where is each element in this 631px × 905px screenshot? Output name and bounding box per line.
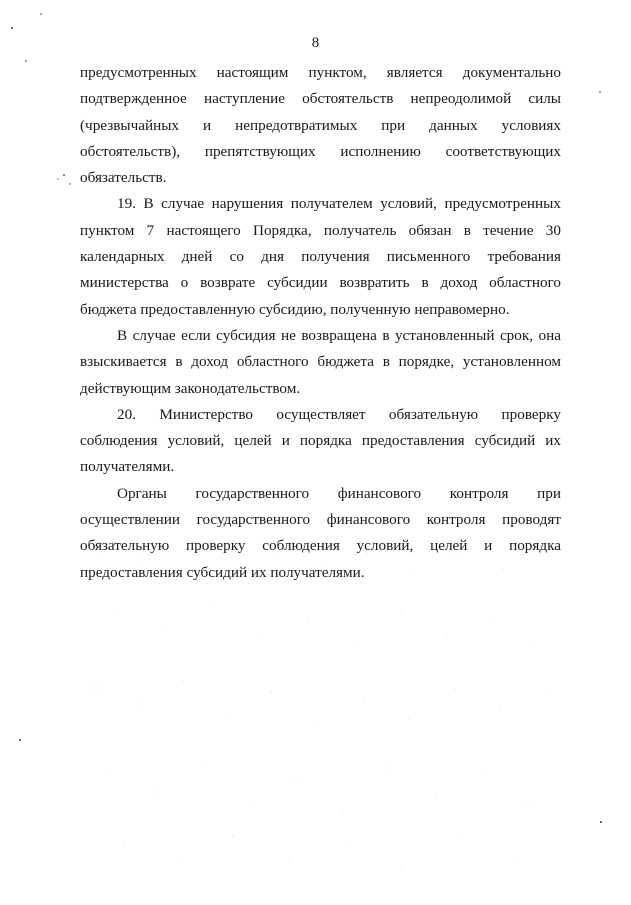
paragraph-financial-control: Органы государственного финансового контроля при осуществлении государственного финансового контроля проводят обязательную проверку соблюдения условий, целей и порядка предоставления субсидий их получателями. — [80, 484, 561, 581]
paragraph-item-20: 20. Министерство осуществляет обязательную проверку соблюдения условий, целей и порядка предоставления субсидий их получателями. — [80, 405, 561, 476]
document-body — [80, 60, 561, 586]
paragraph-refund-enforcement: В случае если субсидия не возвращена в установленный срок, она взыскивается в доход областного бюджета в порядке, установленном действующим законодательством. — [80, 326, 561, 397]
page-number: 8 — [311, 35, 320, 51]
paragraph-item-19: 19. В случае нарушения получателем условий, предусмотренных пунктом 7 настоящего Порядка, получатель обязан в течение 30 календарных дней со дня получения письменного требования министерства о возврате субсидии возвратить в доход областного бюджета предоставленную субсидию, полученную неправомерно. — [80, 195, 561, 318]
paragraph-continuation: предусмотренных настоящим пунктом, является документально подтвержденное наступление обстоятельств непреодолимой силы (чрезвычайных и непредотвратимых при данных условиях обстоятельств), препятствующих исполнению соответствующих обязательств. — [80, 64, 561, 187]
